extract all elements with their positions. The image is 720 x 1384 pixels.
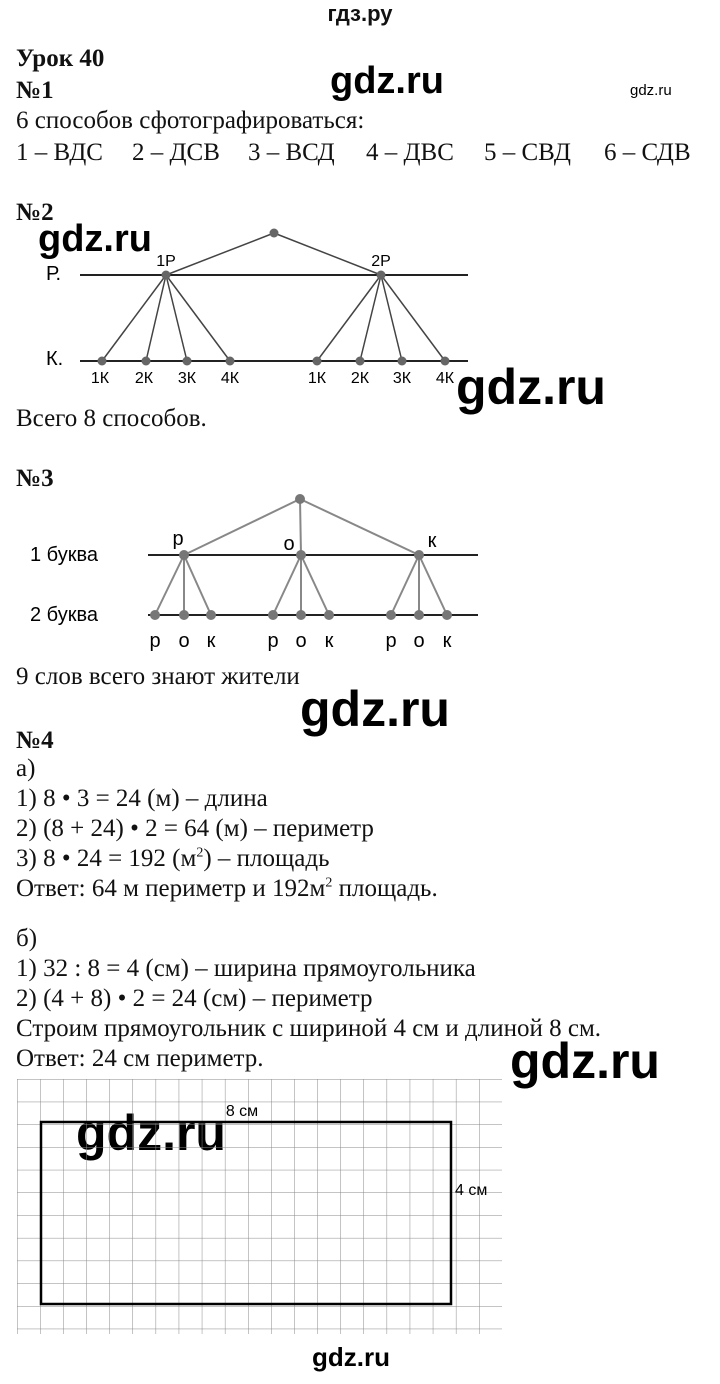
task3-number: №3 — [16, 465, 54, 492]
letter-bottom: к — [206, 630, 216, 652]
task1-option: 2 – ДСВ — [132, 139, 220, 166]
task1-text: 6 способов сфотографироваться: — [16, 107, 365, 134]
width-label: 4 см — [455, 1182, 488, 1199]
text: ) – площадь — [203, 845, 330, 872]
task4-b-line1: 1) 32 : 8 = 4 (см) – ширина прямоугольника — [16, 955, 476, 982]
lesson-title: Урок 40 — [16, 45, 105, 72]
task4-a-line2: 2) (8 + 24) • 2 = 64 (м) – периметр — [16, 815, 374, 842]
letter-top: р — [172, 528, 184, 550]
node-label-bottom: 4К — [220, 370, 240, 387]
task2-number: №2 — [16, 199, 54, 226]
task1-number: №1 — [16, 77, 54, 104]
node-label-top: 1Р — [156, 253, 176, 270]
grid-drawing — [0, 1074, 720, 1340]
watermark: gdz.ru — [330, 60, 444, 102]
site-header: гдз.ру — [327, 1, 393, 26]
task4-number: №4 — [16, 727, 54, 754]
letter-top: к — [427, 530, 437, 552]
row-label-r: Р. — [46, 263, 62, 285]
node-label-bottom: 3К — [392, 370, 412, 387]
node-label-top: 2Р — [371, 253, 391, 270]
watermark: gdz.ru — [510, 1033, 660, 1089]
letter-bottom: р — [267, 630, 279, 652]
letter-bottom: к — [442, 630, 452, 652]
length-label: 8 см — [225, 1103, 259, 1120]
row-label-1: 1 буква — [30, 544, 98, 566]
node-label-bottom: 2К — [350, 370, 370, 387]
task1-option: 4 – ДВС — [366, 139, 454, 166]
letter-bottom: о — [295, 630, 307, 652]
task1-option: 1 – ВДС — [16, 139, 103, 166]
node-label-bottom: 3К — [177, 370, 197, 387]
letter-bottom: р — [149, 630, 161, 652]
task4-a-answer — [16, 874, 438, 904]
letter-top: о — [283, 533, 295, 555]
grid — [17, 1079, 502, 1334]
row-label-k: К. — [46, 348, 64, 370]
text: Ответ: 64 м периметр и 192м — [16, 875, 326, 902]
task4-b-line2: 2) (4 + 8) • 2 = 24 (см) – периметр — [16, 985, 373, 1012]
watermark: gdz.ru — [300, 681, 450, 737]
letter-bottom: о — [413, 630, 425, 652]
superscript: 2 — [196, 845, 204, 861]
task2-tree-diagram — [0, 220, 720, 390]
task4-part-a-label: а) — [16, 755, 36, 782]
node-label-bottom: 2К — [134, 370, 154, 387]
letter-bottom: р — [385, 630, 397, 652]
watermark-footer: gdz.ru — [312, 1342, 390, 1372]
task2-answer: Всего 8 способов. — [16, 405, 207, 432]
watermark: gdz.ru — [38, 218, 152, 260]
task4-a-line1: 1) 8 • 3 = 24 (м) – длина — [16, 785, 268, 812]
letter-bottom: к — [324, 630, 334, 652]
task4-b-answer: Ответ: 24 см периметр. — [16, 1045, 264, 1072]
task1-option: 3 – ВСД — [248, 139, 335, 166]
task3-tree-diagram — [0, 488, 720, 658]
node-label-bottom: 1К — [90, 370, 110, 387]
task1-option: 5 – СВД — [484, 139, 571, 166]
text: площадь. — [332, 875, 438, 902]
node-label-bottom: 4К — [435, 370, 455, 387]
watermark-small: gdz.ru — [630, 82, 672, 99]
task4-part-b-label: б) — [16, 925, 38, 952]
letter-bottom: о — [178, 630, 190, 652]
task3-answer: 9 слов всего знают жители — [16, 663, 300, 690]
task4-a-line3 — [16, 844, 329, 874]
task1-option: 6 – СДВ — [604, 139, 691, 166]
node-label-bottom: 1К — [307, 370, 327, 387]
watermark: gdz.ru — [456, 359, 606, 415]
task4-b-line3: Строим прямоугольник с шириной 4 см и длиной 8 см. — [16, 1015, 602, 1042]
text: 3) 8 • 24 = 192 (м — [16, 845, 197, 872]
tree-edges — [102, 233, 445, 361]
superscript: 2 — [325, 875, 333, 891]
row-label-2: 2 буква — [30, 604, 98, 626]
